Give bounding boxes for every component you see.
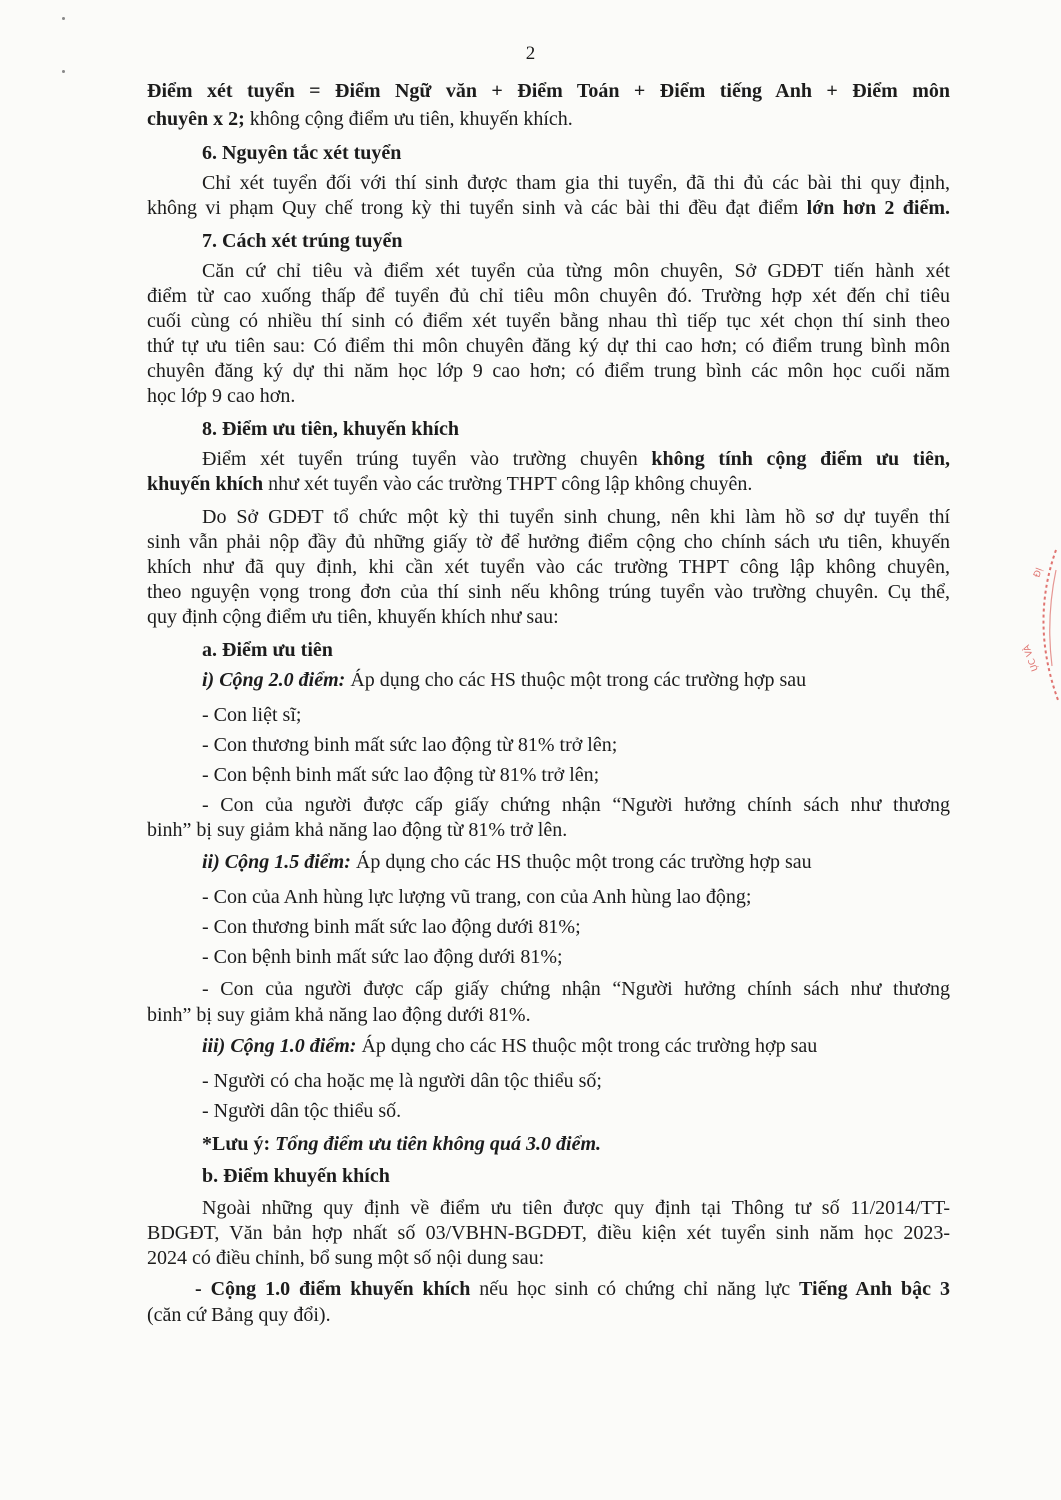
priority-group-2: i) Cộng 2.0 điểm: Áp dụng cho các HS thuộc một trong các trường hợp sau — [202, 669, 807, 691]
paragraph-line: 2024 có điều chỉnh, bổ sung một số nội dung sau: — [147, 1247, 545, 1269]
list-item-cont: binh” bị suy giảm khả năng lao động từ 81% trở lên. — [147, 819, 568, 841]
list-item: - Con bệnh binh mất sức lao động dưới 81%; — [202, 946, 563, 968]
bonus-line-cont: (căn cứ Bảng quy đổi). — [147, 1304, 331, 1326]
section-heading-6: 6. Nguyên tắc xét tuyển — [202, 142, 402, 164]
paragraph-line: Do Sở GDĐT tổ chức một kỳ thi tuyển sinh chung, nên khi làm hồ sơ dự tuyển thí — [202, 506, 950, 528]
page-number: 2 — [525, 43, 536, 64]
scan-mark — [62, 17, 65, 20]
list-item: - Con thương binh mất sức lao động dưới 81%; — [202, 916, 581, 938]
list-item-cont: binh” bị suy giảm khả năng lao động dưới 81%. — [147, 1004, 531, 1026]
paragraph-line: sinh vẫn phải nộp đầy đủ những giấy tờ để hưởng điểm cộng cho chính sách ưu tiên, khuyến — [147, 531, 950, 553]
list-item: - Con của người được cấp giấy chứng nhận “Người hưởng chính sách như thương — [202, 794, 950, 816]
paragraph-line: điểm từ cao xuống thấp để tuyển đủ chỉ tiêu môn chuyên đó. Trường hợp xét đến chỉ tiêu — [147, 285, 950, 307]
svg-text:ỤC VÀ: ỤC VÀ — [1022, 643, 1041, 673]
priority-group-1: iii) Cộng 1.0 điểm: Áp dụng cho các HS thuộc một trong các trường hợp sau — [202, 1035, 818, 1057]
subheading-b: b. Điểm khuyến khích — [202, 1165, 390, 1187]
section-heading-7: 7. Cách xét trúng tuyển — [202, 230, 403, 252]
official-seal — [1022, 548, 1061, 708]
paragraph-line: Căn cứ chỉ tiêu và điểm xét tuyển của từng môn chuyên, Sở GDĐT tiến hành xét — [202, 260, 950, 282]
list-item: - Con thương binh mất sức lao động từ 81% trở lên; — [202, 734, 618, 756]
list-item: - Con của người được cấp giấy chứng nhận “Người hưởng chính sách như thương — [202, 978, 950, 1000]
subheading-a: a. Điểm ưu tiên — [202, 639, 333, 661]
paragraph-line: quy định cộng điểm ưu tiên, khuyến khích như sau: — [147, 606, 559, 628]
list-item: - Con liệt sĩ; — [202, 704, 302, 726]
bonus-line: - Cộng 1.0 điểm khuyến khích nếu học sinh có chứng chỉ năng lực Tiếng Anh bậc 3 — [195, 1278, 950, 1300]
paragraph-line: thứ tự ưu tiên sau: Có điểm thi môn chuyên đăng ký dự thi cao hơn; có điểm trung bình môn — [147, 335, 950, 357]
list-item: - Con của Anh hùng lực lượng vũ trang, con của Anh hùng lao động; — [202, 886, 752, 908]
list-item: - Người dân tộc thiểu số. — [202, 1100, 402, 1122]
section-heading-8: 8. Điểm ưu tiên, khuyến khích — [202, 418, 460, 440]
scan-mark — [62, 70, 65, 73]
list-item: - Người có cha hoặc mẹ là người dân tộc thiểu số; — [202, 1070, 602, 1092]
paragraph-line: BDGĐT, Văn bản hợp nhất số 03/VBHN-BGDĐT, điều kiện xét tuyển sinh năm học 2023- — [147, 1222, 950, 1244]
formula-line-cont: chuyên x 2; không cộng điểm ưu tiên, khuyến khích. — [147, 108, 573, 130]
paragraph-line: theo nguyện vọng trong đơn của thí sinh nếu không trúng tuyển vào trường chuyên. Cụ thể, — [147, 581, 950, 603]
paragraph-line: khích như đã quy định, khi cần xét tuyển vào các trường THPT công lập không chuyên, — [147, 556, 950, 578]
paragraph-line: cuối cùng có nhiều thí sinh có điểm xét tuyển bằng nhau thì tiếp tục xét chọn thí sinh theo — [147, 310, 950, 332]
paragraph-line: Chỉ xét tuyển đối với thí sinh được tham gia thi tuyển, đã thi đủ các bài thi quy định, — [202, 172, 950, 194]
paragraph-line: Điểm xét tuyển trúng tuyển vào trường chuyên không tính cộng điểm ưu tiên, — [202, 448, 951, 470]
note-line: *Lưu ý: Tổng điểm ưu tiên không quá 3.0 điểm. — [202, 1133, 602, 1155]
list-item: - Con bệnh binh mất sức lao động từ 81% trở lên; — [202, 764, 600, 786]
priority-group-1-5: ii) Cộng 1.5 điểm: Áp dụng cho các HS thuộc một trong các trường hợp sau — [202, 851, 812, 873]
svg-text:ĐỊ: ĐỊ — [1032, 566, 1046, 580]
formula-line: Điểm xét tuyển = Điểm Ngữ văn + Điểm Toán + Điểm tiếng Anh + Điểm môn — [147, 80, 950, 102]
paragraph-line: học lớp 9 cao hơn. — [147, 385, 296, 407]
paragraph-line: không vi phạm Quy chế trong kỳ thi tuyển sinh và các bài thi đều đạt điểm lớn hơn 2 điểm. — [147, 197, 950, 219]
paragraph-line: Ngoài những quy định về điểm ưu tiên được quy định tại Thông tư số 11/2014/TT- — [202, 1197, 950, 1219]
paragraph-line: chuyên đăng ký dự thi năm học lớp 9 cao hơn; có điểm trung bình các môn học cuối năm — [147, 360, 950, 382]
paragraph-line: khuyến khích như xét tuyển vào các trường THPT công lập không chuyên. — [147, 473, 753, 495]
